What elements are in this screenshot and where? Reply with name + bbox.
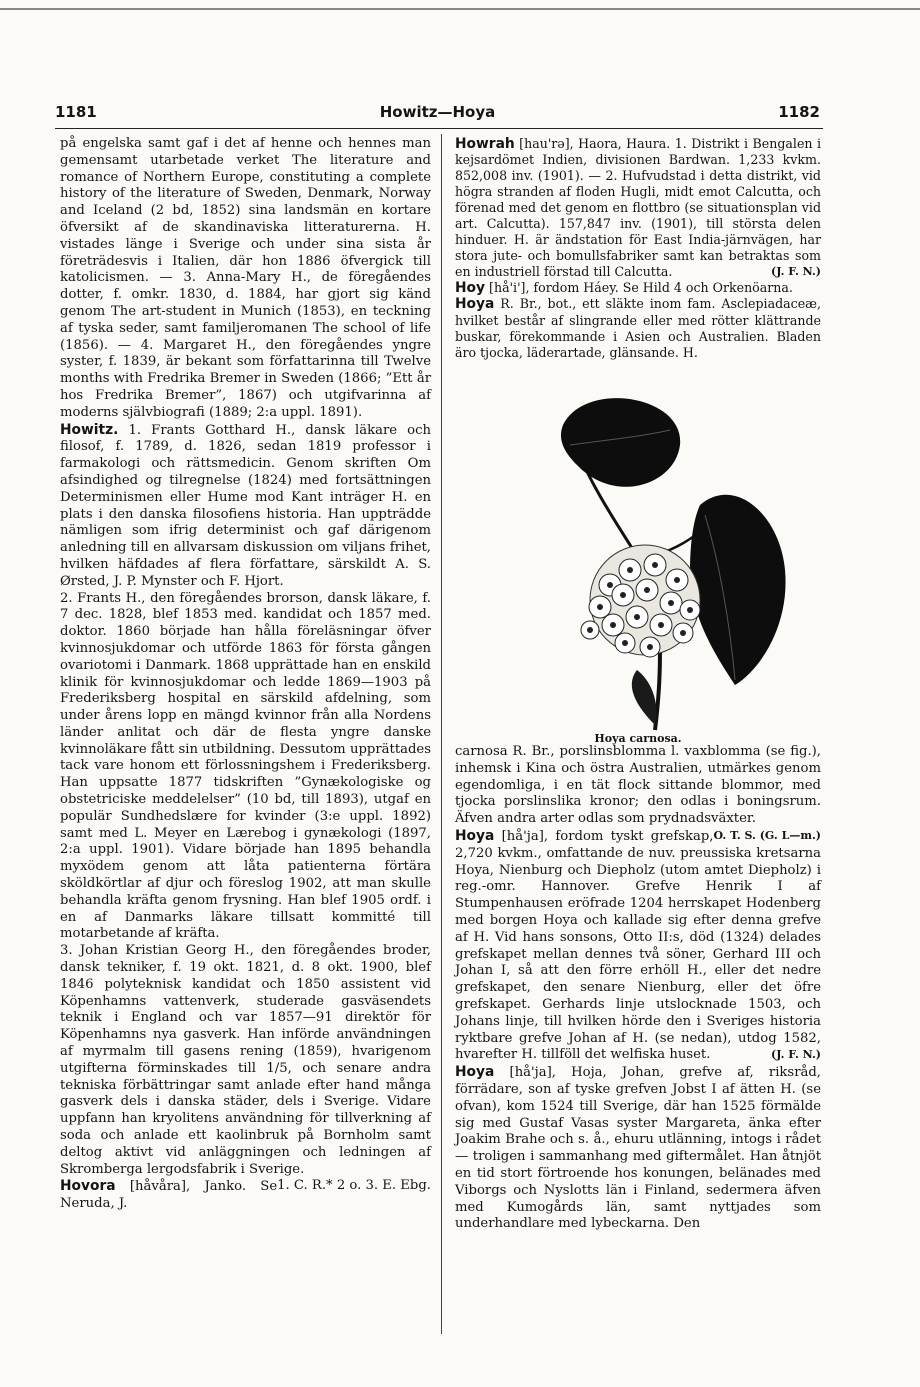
right-column-top	[455, 136, 821, 361]
author-signature: 1. C. R.* 2 o. 3. E. Ebg.	[277, 1178, 431, 1194]
author-signature: (J. F. N.)	[771, 265, 821, 279]
headword-hoya: Hoya	[455, 827, 495, 844]
flower-cluster	[581, 545, 700, 657]
entry-howitz-2: 2. Frants H., den föregåendes brorson, dansk läkare, f. 7 dec. 1828, blef 1853 med. kandidat och 1857 med. doktor. 1860 började han hålla föreläsningar öfver kvinnosjukdomar och utförde 1863 för första gången ovariotomi i Danmark. 1868 upprättade han en enskild klinik för kvinnosjukdomar och ledde 1869—1903 på Frederiksberg hospital en särskild afdelning, som under årens lopp en mängd kvinnor från alla Nordens länder anlitat och där de flesta yngre danske kvinnoläkare fått sin utbildning. Dessutom upprättades tack vare honom ett förlossningshem i Frederiksberg. Han uppsatte 1877 tidskriften ”Gynækologiske og obstetriciske meddelelser” (10 bd, till 1893), utgaf en populär Sundhedslære for kvinder (3:e uppl. 1892) samt med L. Meyer en Lærebog i gynækologi (1897, 2:a uppl. 1901). Vidare började han 1895 behandla myxödem genom att låta patienterna förtära sköldkörtlar af djur och föreslog 1902, att man skulle behandla kräfta genom frysning. Han blef 1905 ordf. i en af Danmarks läkare tillsatt kommitté till motarbetande af kräfta.	[60, 590, 431, 942]
left-page-number: 1181	[55, 103, 97, 121]
entry-text: [hau'rə], Haora, Haura. 1. Distrikt i Bengalen i kejsardömet Indien, divisionen Bardwan. 1,233 kvkm. 852,008 inv. (1901). — 2. Hufvudstad i detta distrikt, vid högra stranden af floden Hugli, midt emot Calcutta, och förenad med det genom en flottbro (se situationsplan vid art. Calcutta). 157,847 inv. (1901), till största delen hinduer. H. är ändstation för East India-järnvägen, har stora jute- och bomullsfabriker samt kan betraktas som en industriell förstad till Calcutta.	[455, 136, 821, 280]
entry-howitz-1	[60, 422, 431, 591]
header-rule	[55, 128, 823, 129]
entry-text: carnosa R. Br., porslinsblomma l. vaxblomma (se fig.), inhemsk i Kina och östra Australien, utmärkes genom egendomliga, i en tät flock sittande blommor, med tjocka porslinslika kronor; den odlas i boningsrum. Äfven andra arter odlas som prydnadsväxter.	[455, 744, 821, 827]
left-column	[60, 136, 431, 1213]
column-divider	[441, 134, 442, 1334]
entry-hoy	[455, 280, 821, 296]
entry-text: [hå'ja], fordom tyskt grefskap, 2,720 kvkm., omfattande de nuv. preussiska kretsarna Hoya, Nienburg och Diepholz (utom amtet Diepholz) i reg.-omr. Hannover. Grefve Henrik I af Stumpenhausen eröfrade 1204 herrskapet Hodenberg med borgen Hoya och kallade sig efter denna grefve af H. Vid hans sonsons, Otto II:s, död (1324) delades grefskapet mellan dennes två söner, Gerhard III och Johan I, så att den förre erhöll H., eller det nedre grefskapet, den senare Nienburg, eller det öfre grefskapet. Gerhards linje utslocknade 1503, och Johans linje, till hvilken hörde den i Sveriges historia ryktbare grefve Johan af H. (se nedan), utdog 1582, hvarefter H. tillföll det welfiska huset.	[455, 828, 821, 1063]
top-scan-edge	[0, 8, 920, 10]
entry-hoya-county	[455, 828, 821, 1064]
entry-text: 3. Johan Kristian Georg H., den föregåendes broder, dansk tekniker, f. 19 okt. 1821, d. 8 okt. 1900, blef 1846 polyteknisk kandidat och 1850 assistent vid Köpenhamns vattenverk, studerade gasväsendets teknik i England och var 1857—91 direktör för Köpenhamns nya gasverk. Han införde användningen af myrmalm till gasens rening (1859), hvarigenom utgifterna förminskades till 1/5, och senare andra tekniska förbättringar samt anlade efter hand många gasverk dels i danska städer, dels i Sverige. Vidare uppfann han kryolitens användning för tillverkning af soda och anlade ett kaolinbruk på Bornholm samt deltog aktivt vid anläggningen och ledningen af Skromberga lergodsfabrik i Sverige.	[60, 943, 431, 1177]
entry-text: R. Br., bot., ett släkte inom fam. Asclepiadaceæ, hvilket består af slingrande eller med rötter klättrande buskar, förekommande i Asien och Australien. Bladen äro tjocka, läderartade, glänsande. H.	[455, 296, 821, 360]
entry-text: [håvåra], Janko. Se Neruda, J.	[60, 1179, 278, 1212]
author-signature: O. T. S. (G. L—m.)	[713, 828, 821, 842]
entry-text: 1. Frants Gotthard H., dansk läkare och filosof, f. 1789, d. 1826, sedan 1819 professor i farmakologi och rättsmedicin. Genom skriften Om afsindighed og tilregnelse (1824) med fortsättningen Determinismen eller Hume mod Kant inträger H. en plats i den danska filosofiens historia. Han uppträdde nämligen som ifrig determinist och gaf därigenom anledning till en allvarsam diskussion om viljans frihet, hvilken häfdades af flera författare, särskildt A. S. Ørsted, J. P. Mynster och F. Hjort.	[60, 422, 431, 589]
headword-hoy: Hoy	[455, 280, 486, 297]
headword-hovora: Hovora	[60, 1178, 116, 1195]
hoya-carnosa-illustration	[505, 385, 795, 740]
entry-howrah	[455, 136, 821, 280]
entry-howitt-continuation: på engelska samt gaf i det af henne och hennes man gemensamt utarbetade verket The literature and romance of Northern Europe, constituting a complete history of the literature of Sweden, Denmark, Norway and Iceland (2 bd, 1852) sina landsmän en kortare öfversikt af de skandinaviska litteraturerna. H. vistades länge i Sverige och under sina sista år företrädesvis i Italien, där hon 1886 öfvergick till katolicismen. — 3. Anna-Mary H., de föregåendes dotter, f. omkr. 1830, d. 1884, har gjort sig känd genom The art-student in Munich (1853), en teckning af tyska seder, samt familjeromanen The school of life (1856). — 4. Margaret H., den föregåendes yngre syster, f. 1839, är bekant som författarinna till Twelve months with Fredrika Bremer in Sweden (1866; ”Ett år hos Fredrika Bremer”, 1867) och utgifvarinna af moderns självbiografi (1889; 2:a uppl. 1891).	[60, 136, 431, 420]
entry-hoya-botany	[455, 296, 821, 360]
right-page-number: 1182	[778, 103, 820, 121]
figure-caption: Hoya carnosa.	[594, 732, 682, 745]
headword-hoya: Hoya	[455, 296, 495, 313]
author-signature: (J. F. N.)	[771, 1048, 821, 1062]
page-header	[55, 103, 820, 123]
headword-howitz: Howitz.	[60, 421, 119, 438]
entry-text: [hå'i'], fordom Háey. Se Hild 4 och Orkenöarna.	[489, 280, 793, 296]
entry-hoya-johan	[455, 1064, 821, 1233]
headword-howrah: Howrah	[455, 136, 515, 152]
headword-hoya: Hoya	[455, 1064, 495, 1081]
right-column-bottom	[455, 744, 821, 1233]
entry-text: [hå'ja], Hoja, Johan, grefve af, riksråd, förrädare, son af tyske grefven Jobst I af ätten H. (se ofvan), kom 1524 till Sverige, där han 1525 förmälde sig med Gustaf Vasas syster Margareta, änka efter Joakim Brahe och s. å., ehuru utlänning, intogs i rådet — troligen i sammanhang med giftermålet. Han åtnjöt en tid stort förtroende hos konungen, belänades med Viborgs och Nyslotts län i Finland, sedermera äfven med Kumogårds län, samt nyttjades som underhandlare med lybeckarna. Den	[455, 1065, 821, 1232]
running-title: Howitz—Hoya	[379, 103, 496, 121]
